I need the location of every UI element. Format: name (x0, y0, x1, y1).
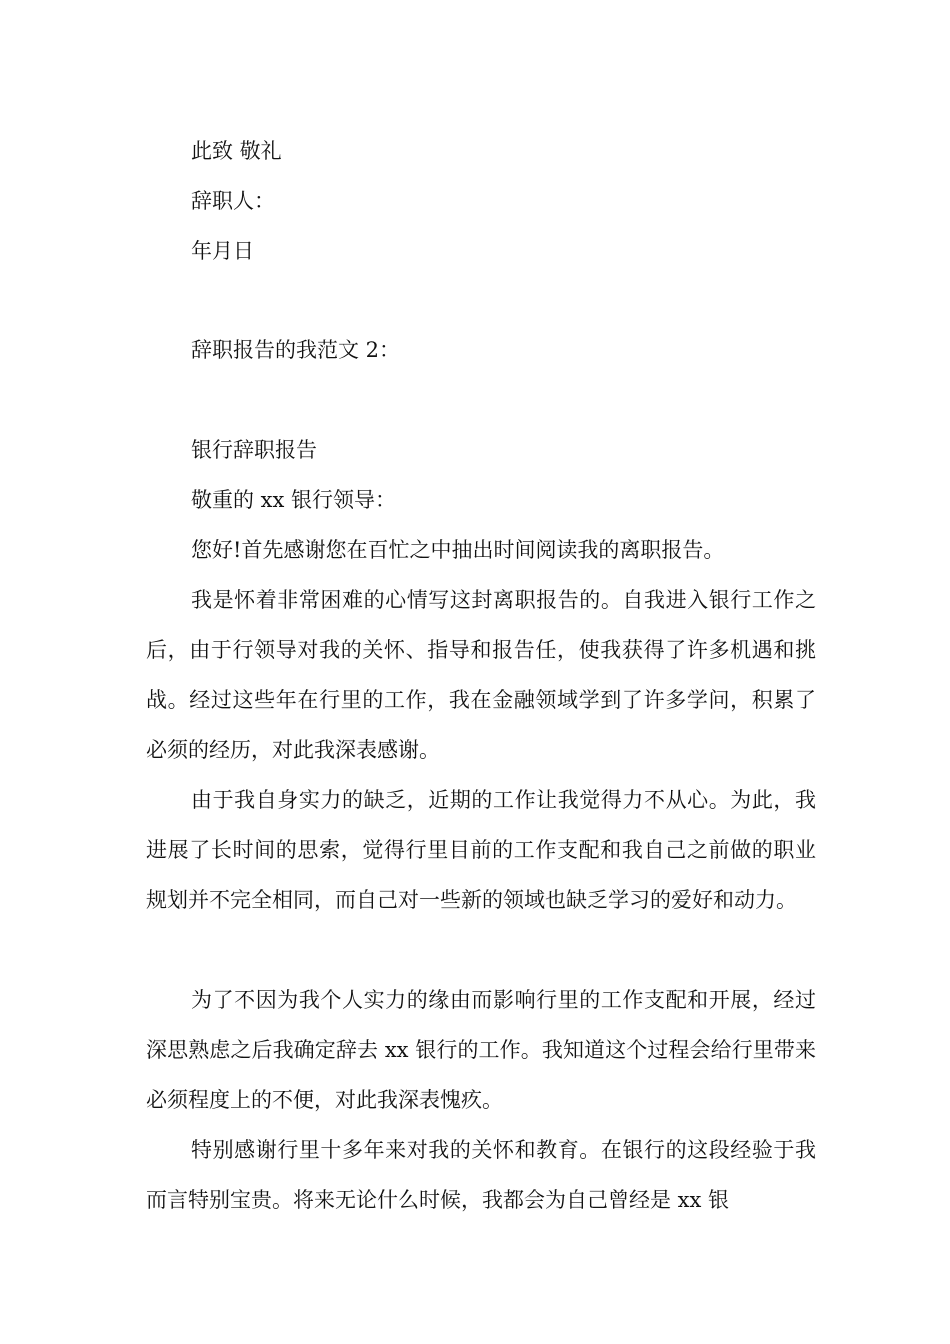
sample-heading: 辞职报告的我范文 2： (191, 338, 401, 362)
signer-label: 辞职人： (191, 189, 275, 213)
paragraph: 特别感谢行里十多年来对我的关怀和教育。在银行的这段经验于我而言特别宝贵。将来无论什么时候，我都会为自己曾经是 xx 银 (146, 1138, 816, 1212)
letter-opening: 您好!首先感谢您在百忙之中抽出时间阅读我的离职报告。 (191, 538, 725, 562)
paragraph: 我是怀着非常困难的心情写这封离职报告的。自我进入银行工作之后，由于行领导对我的关怀、指导和报告任，使我获得了许多机遇和挑战。经过这些年在行里的工作，我在金融领域学到了许多学问，积累了必须的经历，对此我深表感谢。 (146, 588, 816, 762)
paragraph: 为了不因为我个人实力的缘由而影响行里的工作支配和开展，经过深思熟虑之后我确定辞去 xx 银行的工作。我知道这个过程会给行里带来必须程度上的不便，对此我深表愧疚。 (146, 988, 816, 1112)
letter-greeting: 敬重的 xx 银行领导： (191, 488, 397, 512)
date-label: 年月日 (191, 239, 254, 263)
letter-title: 银行辞职报告 (191, 438, 317, 462)
closing-salutation: 此致 敬礼 (191, 139, 282, 163)
paragraph: 由于我自身实力的缺乏，近期的工作让我觉得力不从心。为此，我进展了长时间的思索，觉得行里目前的工作支配和我自己之前做的职业规划并不完全相同，而自己对一些新的领域也缺乏学习的爱好和动力。 (146, 788, 816, 912)
